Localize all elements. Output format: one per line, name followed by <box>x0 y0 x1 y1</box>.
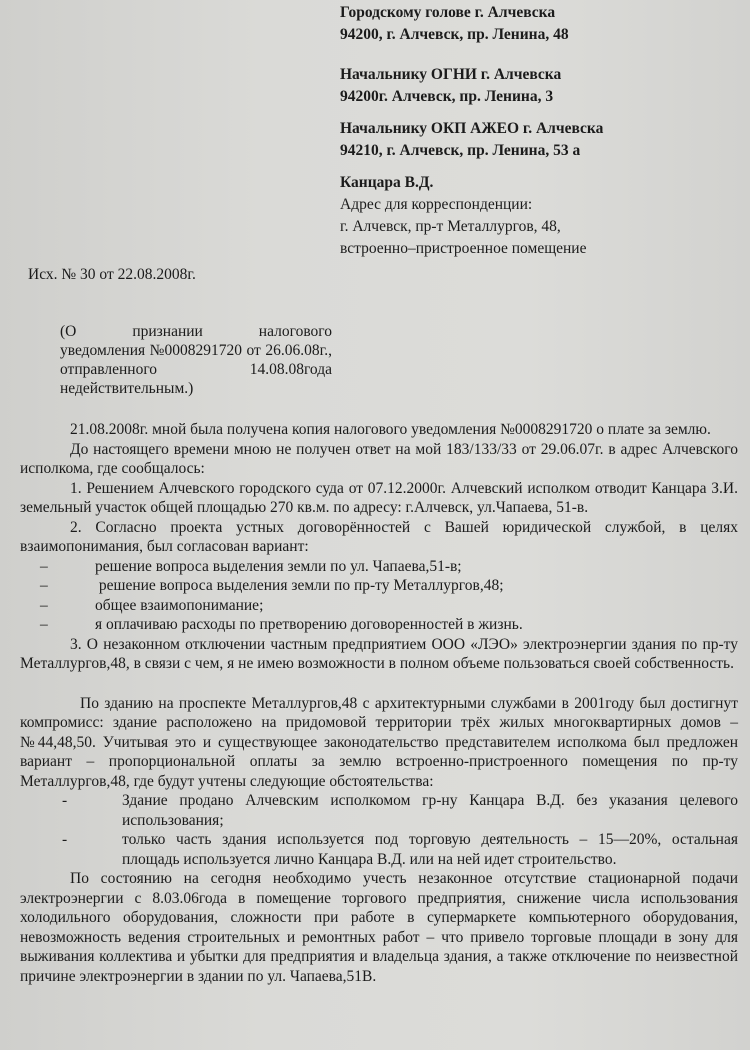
recipient-name: Начальнику ОГНИ г. Алчевска <box>340 66 562 83</box>
subject-word: налогового <box>258 323 332 340</box>
recipient-block-mayor <box>340 2 569 46</box>
paragraph: 21.08.2008г. мной была получена копия налогового уведомления №0008291720 о плате за землю. <box>70 421 711 438</box>
recipient-name: Городскому голове г. Алчевска <box>340 4 556 21</box>
subject-word: (О <box>60 323 77 340</box>
dash-list-item <box>20 615 738 635</box>
sender-address-label: Адрес для корреспонденции: <box>340 196 533 213</box>
sender-address-line: г. Алчевск, пр-т Металлургов, 48, <box>340 218 561 235</box>
paragraph: По состоянию на сегодня необходимо учесть незаконное отсутствие стационарной подачи электроэнергии с 8.03.06года в помещение торгового предприятия, снижение числа использования холодильного оборудования, сложности при работе в супермаркете компьютерного оборудования, невозможность ведения строительных и ремонтных работ – что привело торговые площади в зону для выживания коллектива и убытки для предприятия и владельца здания, а также отключение по неизвестной причине электроэнергии в здании по ул. Чапаева,51В. <box>20 870 738 985</box>
recipient-address: 94200, г. Алчевск, пр. Ленина, 48 <box>340 26 569 43</box>
numbered-item: 1. Решением Алчевского городского суда от 07.12.2000г. Алчевский исполком отводит Канцара З.И. земельный участок общей площадью 270 кв.м. по адресу: г.Алчевск, ул.Чапаева, 51-в. <box>20 479 738 516</box>
sender-name: Канцара В.Д. <box>340 174 434 191</box>
dash-list-item <box>20 576 738 596</box>
paragraph: По зданию на проспекте Металлургов,48 с архитектурными службами в 2001году был достигнут компромисс: здание расположено на придомовой территории трёх жилых многоквартирных домов – №44,48,50. Учитывая это и существующее законодательство представителем исполкома был предложен вариант – пропорциональной оплаты за землю встроенно-пристроенного помещения по пр-ту Металлургов,48, где будут учтены следующие обстоятельства: <box>20 694 738 790</box>
bullet-text: только часть здания используется под торговую деятельность – 15—20%, остальная площадь используется лично Канцара В.Д. или на ней идет строительство. <box>122 831 738 868</box>
sender-address-line: встроенно–пристроенное помещение <box>340 240 587 257</box>
dash-list-item <box>20 596 738 616</box>
bullet-list-item <box>20 791 738 830</box>
recipient-name: Начальнику ОКП АЖЕО г. Алчевска <box>340 120 604 137</box>
outgoing-reference: Исх. № 30 от 22.08.2008г. <box>28 266 196 283</box>
subject-word: от <box>246 342 261 359</box>
subject-word: признании <box>132 323 203 340</box>
dash-marker: – <box>40 557 48 575</box>
dash-text: общее взаимопонимание; <box>95 596 264 614</box>
subject-word: уведомления <box>60 342 146 359</box>
letter-body <box>20 420 738 986</box>
bullet-marker: - <box>62 831 68 848</box>
dash-text: решение вопроса выделения земли по пр-ту Металлургов,48; <box>95 577 504 594</box>
dash-list-item <box>20 557 738 577</box>
dash-marker: – <box>40 596 48 614</box>
recipient-address: 94200г. Алчевск, пр. Ленина, 3 <box>340 88 554 105</box>
subject-word: недействительным.) <box>60 380 194 397</box>
dash-marker: – <box>40 577 48 594</box>
paragraph: До настоящего времени мною не получен ответ на мой 183/133/33 от 29.06.07г. в адрес Алчевского исполкома, где сообщалось: <box>20 440 738 477</box>
dash-marker: – <box>40 616 48 633</box>
numbered-item: 2. Согласно проекта устных договорённостей с Вашей юридической службой, в целях взаимопонимания, был согласован вариант: <box>20 518 738 555</box>
subject-block <box>60 322 332 398</box>
sender-block <box>340 172 587 260</box>
dash-text: решение вопроса выделения земли по ул. Чапаева,51-в; <box>95 557 462 575</box>
subject-word: отправленного <box>60 361 158 378</box>
subject-word: №0008291720 <box>149 342 242 359</box>
numbered-item: 3. О незаконном отключении частным предприятием ООО «ЛЭО» электроэнергии здания по пр-ту Металлургов,48, в связи с чем, я не имею возможности в полном объеме пользоваться своей собственность. <box>20 635 738 672</box>
bullet-text: Здание продано Алчевским исполкомом гр-ну Канцара В.Д. без указания целевого использования; <box>122 792 738 829</box>
bullet-marker: - <box>62 792 68 809</box>
recipient-block-ogni <box>340 64 561 108</box>
bullet-list-item <box>20 830 738 869</box>
subject-word: 14.08.08года <box>249 361 332 378</box>
recipient-block-okp <box>340 118 603 162</box>
subject-word: 26.06.08г., <box>265 342 332 359</box>
dash-text: я оплачиваю расходы по претворению договоренностей в жизнь. <box>95 616 523 633</box>
recipient-address: 94210, г. Алчевск, пр. Ленина, 53 а <box>340 142 581 159</box>
